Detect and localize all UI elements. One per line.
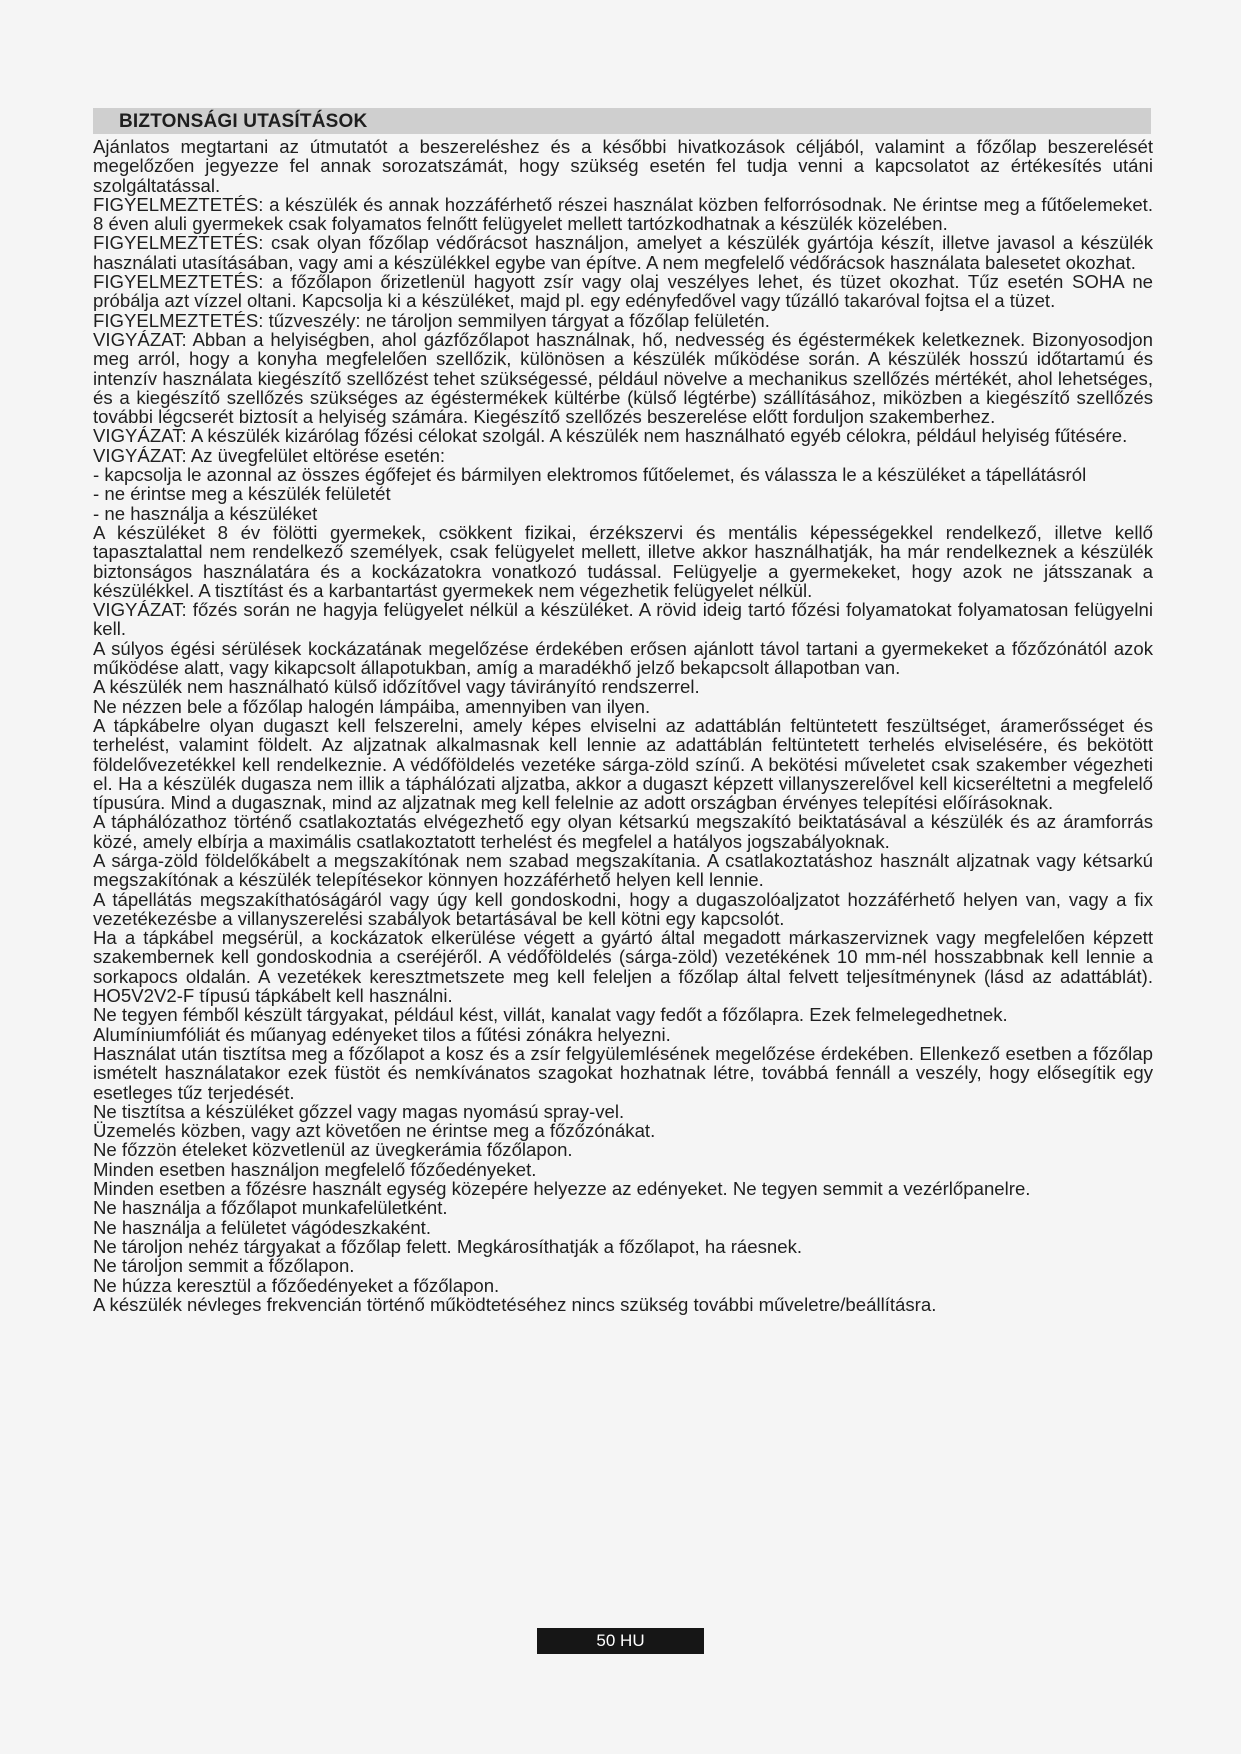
page-number-badge xyxy=(537,1628,704,1654)
paragraph: FIGYELMEZTETÉS: csak olyan főzőlap védőrácsot használjon, amelyet a készülék gyártója készít, illetve javasol a készülék használati utasításában, vagy ami a készülékkel egybe van építve. A nem megfelelő védőrácsok használata balesetet okozhat. xyxy=(93,232,1153,273)
paragraph: VIGYÁZAT: Az üvegfelület eltörése esetén: xyxy=(93,444,446,466)
paragraph: Alumíniumfóliát és műanyag edényeket tilos a fűtési zónákra helyezni. xyxy=(93,1023,671,1045)
paragraph: Ajánlatos megtartani az útmutatót a beszereléshez és a későbbi hivatkozások céljából, valamint a főzőlap beszerelését megelőzően jegyezze fel annak sorozatszámát, hogy szükség esetén fel tudja venni a kapcsolatot az értékesítés utáni szolgáltatással. xyxy=(93,136,1153,196)
paragraph: Ne tároljon nehéz tárgyakat a főzőlap felett. Megkárosíthatják a főzőlapot, ha ráesnek. xyxy=(93,1235,803,1257)
list-item: - ne érintse meg a készülék felületét xyxy=(93,483,391,505)
paragraph: FIGYELMEZTETÉS: a készülék és annak hozzáférhető részei használat közben felforrósodnak. Ne érintse meg a fűtőelemeket. 8 éven aluli gyermekek csak folyamatos felnőtt felügyelet mellett tartózkodhatnak a készülék közelében. xyxy=(93,193,1153,235)
paragraph: Ne tegyen fémből készült tárgyakat, például kést, villát, kanalat vagy fedőt a főzőlapra. Ezek felmelegedhetnek. xyxy=(93,1004,1008,1026)
paragraph: A tápellátás megszakíthatóságáról vagy úgy kell gondoskodni, hogy a dugaszolóaljzatot hozzáférhető helyen van, vagy a fix vezetékezésbe a villanyszerelési szabályok betartásával be kell kötni egy kapcsolót. xyxy=(93,888,1153,929)
paragraph: FIGYELMEZTETÉS: tűzveszély: ne tároljon semmilyen tárgyat a főzőlap felületén. xyxy=(93,309,770,331)
paragraph: Ne húzza keresztül a főzőedényeket a főzőlapon. xyxy=(93,1274,500,1296)
paragraph: Ha a tápkábel megsérül, a kockázatok elkerülése végett a gyártó által megadott márkaszerviznek vagy megfelelően képzett szakembernek kell gondoskodnia a cseréjéről. A védőföldelés (sárga-zöld) vezetékének 10 mm-nél hosszabbnak kell lennie a sorkapocs oldalán. A vezetékek keresztmetszete meg kell feleljen a főzőlap által felvett teljesítménynek (lásd az adattáblát). HO5V2V2-F típusú tápkábelt kell használni. xyxy=(93,927,1153,1007)
paragraph: Ne nézzen bele a főzőlap halogén lámpáiba, amennyiben van ilyen. xyxy=(93,695,651,717)
paragraph: A készülék névleges frekvencián történő működtetéséhez nincs szükség további műveletre/beállításra. xyxy=(93,1293,937,1315)
paragraph: Használat után tisztítsa meg a főzőlapot a kosz és a zsír felgyülemlésének megelőzése érdekében. Ellenkező esetben a főzőlap ismételt használatakor ezek füstöt és nemkívánatos szagokat hozhatnak létre, továbbá fennáll a veszély, hogy elősegítik egy esetleges tűz terjedését. xyxy=(93,1042,1153,1103)
paragraph: Minden esetben használjon megfelelő főzőedényeket. xyxy=(93,1158,537,1180)
paragraph: Ne tároljon semmit a főzőlapon. xyxy=(93,1255,355,1277)
paragraph: VIGYÁZAT: főzés során ne hagyja felügyelet nélkül a készüléket. A rövid ideig tartó főzési folyamatokat folyamatosan felügyelni kell. xyxy=(93,599,1153,640)
paragraph: Üzemelés közben, vagy azt követően ne érintse meg a főzőzónákat. xyxy=(93,1120,656,1142)
page-number: 50 HU xyxy=(596,1631,645,1650)
paragraph: Ne tisztítsa a készüléket gőzzel vagy magas nyomású spray-vel. xyxy=(93,1100,625,1122)
paragraph: A tápkábelre olyan dugaszt kell felszerelni, amely képes elviselni az adattáblán feltüntetett feszültséget, áramerősséget és terhelést, valamint földelt. Az aljzatnak alkalmasnak kell lennie az adattáblán feltüntetett terhelés elviselésére, és bekötött földelővezetékkel kell rendelkeznie. A védőföldelés vezetéke sárga-zöld színű. A bekötési műveletet csak szakember végezheti el. Ha a készülék dugasza nem illik a táphálózati aljzatba, akkor a dugaszt képzett villanyszerelővel kell kicseréltetni a megfelelő típusúra. Mind a dugasznak, mind az aljzatnak meg kell felelnie az adott országban érvényes telepítési előírásoknak. xyxy=(93,714,1153,814)
paragraph: FIGYELMEZTETÉS: a főzőlapon őrizetlenül hagyott zsír vagy olaj veszélyes lehet, és tüzet okozhat. Tűz esetén SOHA ne próbálja azt vízzel oltani. Kapcsolja ki a készüléket, majd pl. egy edényfedővel vagy tűzálló takaróval fojtsa el a tüzet. xyxy=(93,271,1153,312)
paragraph: Minden esetben a főzésre használt egység közepére helyezze az edényeket. Ne tegyen semmit a vezérlőpanelre. xyxy=(93,1178,1031,1200)
paragraph: VIGYÁZAT: A készülék kizárólag főzési célokat szolgál. A készülék nem használható egyéb célokra, például helyiség fűtésére. xyxy=(93,425,1128,447)
paragraph: A súlyos égési sérülések kockázatának megelőzése érdekében erősen ajánlott távol tartani a gyermekeket a főzőzónától azok működése alatt, vagy kikapcsolt állapotukban, amíg a maradékhő jelző bekapcsolt állapotban van. xyxy=(93,637,1153,679)
paragraph: A készülék nem használható külső időzítővel vagy távirányító rendszerrel. xyxy=(93,676,700,698)
list-item: - kapcsolja le azonnal az összes égőfejet és bármilyen elektromos fűtőelemet, és válassza le a készüléket a tápellátásról xyxy=(93,464,1087,486)
section-header-bar xyxy=(93,108,1151,134)
list-item: - ne használja a készüléket xyxy=(93,502,318,524)
section-title: BIZTONSÁGI UTASÍTÁSOK xyxy=(119,111,368,132)
paragraph: A sárga-zöld földelőkábelt a megszakítónak nem szabad megszakítania. A csatlakoztatáshoz használt aljzatnak vagy kétsarkú megszakítónak a készülék telepítésekor könnyen hozzáférhető helyen kell lennie. xyxy=(93,849,1153,891)
paragraph: Ne használja a főzőlapot munkafelületként. xyxy=(93,1197,448,1219)
paragraph: A készüléket 8 év fölötti gyermekek, csökkent fizikai, érzékszervi és mentális képességekkel rendelkező, illetve kellő tapasztalattal nem rendelkező személyek, csak felügyelet mellett, illetve akkor használhatják, ha már rendelkeznek a készülék biztonságos használatára és a kockázatokra vonatkozó tudással. Felügyelje a gyermekeket, hogy azok ne játsszanak a készülékkel. A tisztítást és a karbantartást gyermekek nem végezhetik felügyelet nélkül. xyxy=(93,521,1153,601)
paragraph: Ne használja a felületet vágódeszkaként. xyxy=(93,1216,432,1238)
paragraph: VIGYÁZAT: Abban a helyiségben, ahol gázfőzőlapot használnak, hő, nedvesség és égéstermékek keletkeznek. Bizonyosodjon meg arról, hogy a konyha megfelelően szellőzik, különösen a készülék működése során. A készülék hosszú időtartamú és intenzív használata kiegészítő szellőzést tehet szükségessé, például növelve a mechanikus szellőzés mértékét, ahol lehetséges, és a kiegészítő szellőzés szükséges az égéstermékek kültérbe (külső légtérbe) szállításához, miközben a kiegészítő szellőzés további légcserét biztosít a helyiség számára. Kiegészítő szellőzés beszerelése előtt forduljon szakemberhez. xyxy=(93,328,1153,428)
paragraph: Ne főzzön ételeket közvetlenül az üvegkerámia főzőlapon. xyxy=(93,1139,573,1161)
paragraph: A táphálózathoz történő csatlakoztatás elvégezhető egy olyan kétsarkú megszakító beiktatásával a készülék és az áramforrás közé, amely elbírja a maximális csatlakoztatott terhelést és megfelel a hatályos jogszabályoknak. xyxy=(93,811,1153,852)
safety-instructions-body xyxy=(93,137,1153,1314)
